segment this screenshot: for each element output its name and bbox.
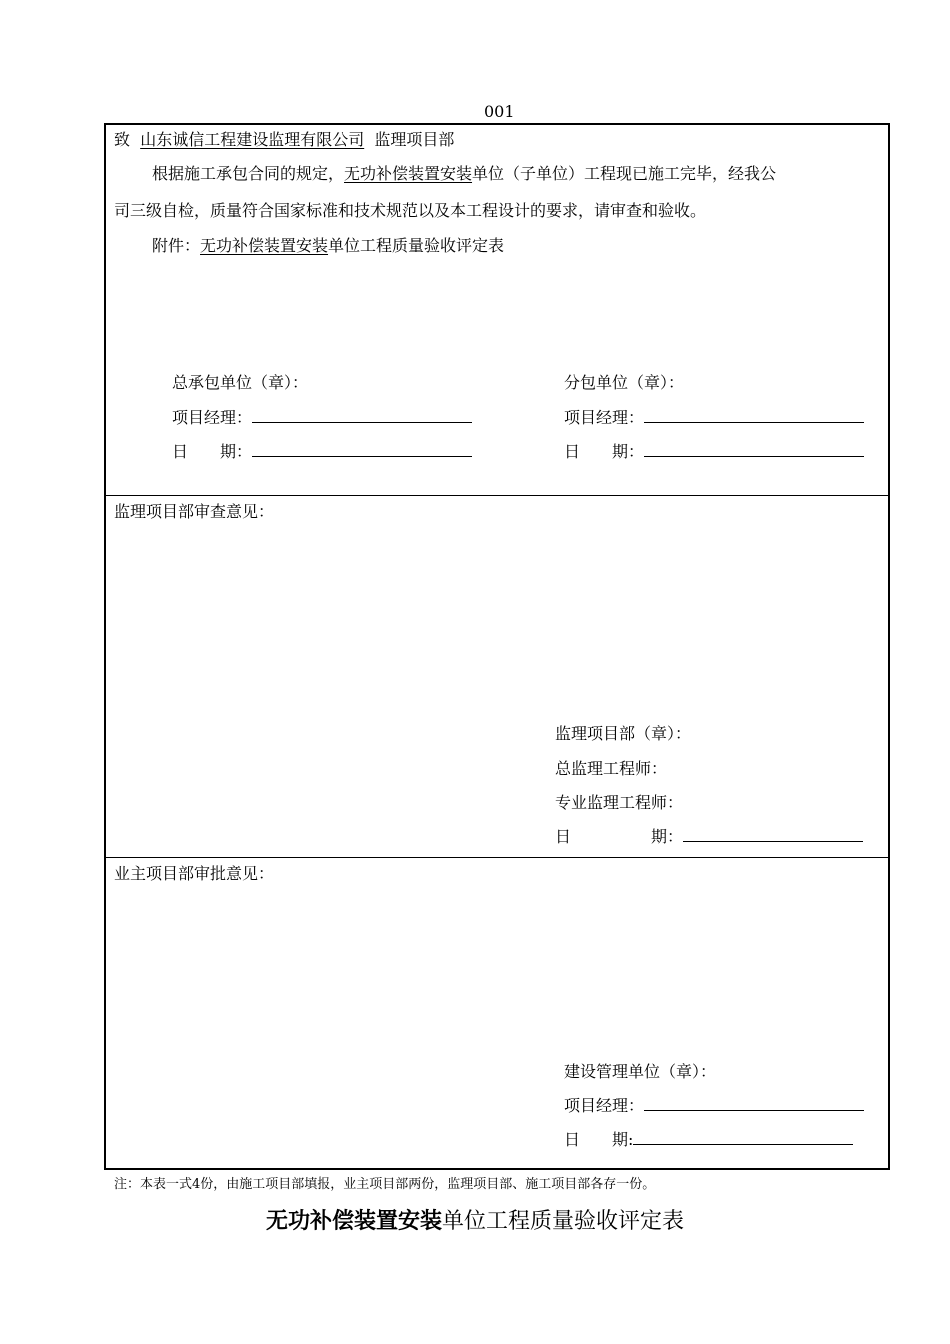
section-divider-1 — [104, 495, 890, 496]
sub-date-label: 日 期： — [564, 442, 645, 461]
form-frame — [104, 123, 890, 1170]
footer-title — [0, 1208, 950, 1236]
gc-date-row — [172, 442, 472, 462]
footer-title-bold: 无功补偿装置安装 — [265, 1209, 442, 1234]
owner-date-field[interactable] — [633, 1130, 853, 1145]
sub-project-manager-row — [564, 408, 864, 428]
attachment-project: 无功补偿装置安装 — [200, 236, 329, 255]
supervision-date-field[interactable] — [683, 827, 863, 842]
subcontractor-label: 分包单位（章）： — [564, 373, 685, 392]
general-contractor-label: 总承包单位（章）： — [172, 373, 309, 392]
footer-title-rest: 单位工程质量验收评定表 — [442, 1209, 685, 1234]
sub-project-manager-label: 项目经理： — [564, 408, 645, 427]
attachment-line — [152, 236, 504, 256]
supervisor-company: 山东诚信工程建设监理有限公司 — [140, 130, 365, 149]
supervision-date-row — [555, 827, 863, 847]
specialist-engineer-label: 专业监理工程师： — [555, 793, 684, 812]
para1-a: 根据施工承包合同的规定， — [152, 164, 345, 183]
addressee-line — [114, 130, 454, 150]
sub-project-manager-field[interactable] — [644, 408, 864, 423]
body-paragraph-line-1 — [152, 164, 776, 184]
to-suffix: 监理项目部 — [374, 130, 455, 149]
owner-date-row — [564, 1130, 853, 1150]
footnote: 注：本表一式4份，由施工项目部填报，业主项目部两份，监理项目部、施工项目部各存一份。 — [114, 1177, 656, 1192]
gc-project-manager-field[interactable] — [252, 408, 472, 423]
supervision-stamp-label: 监理项目部（章）： — [555, 724, 692, 743]
sub-date-field[interactable] — [644, 442, 864, 457]
owner-project-manager-row — [564, 1096, 864, 1116]
body-paragraph-line-2: 司三级自检，质量符合国家标准和技术规范以及本工程设计的要求，请审查和验收。 — [114, 201, 707, 220]
attachment-suffix: 单位工程质量验收评定表 — [328, 236, 505, 255]
owner-project-manager-field[interactable] — [644, 1096, 864, 1111]
gc-project-manager-label: 项目经理： — [172, 408, 253, 427]
section-divider-2 — [104, 857, 890, 858]
supervision-date-label: 日 期： — [555, 827, 684, 846]
attachment-prefix: 附件： — [152, 236, 201, 255]
owner-date-label: 日 期: — [564, 1130, 634, 1149]
document-number: 001 — [484, 102, 515, 121]
gc-date-field[interactable] — [252, 442, 472, 457]
owner-project-manager-label: 项目经理： — [564, 1096, 645, 1115]
supervision-review-title: 监理项目部审查意见： — [114, 502, 275, 521]
project-name: 无功补偿装置安装 — [344, 164, 473, 183]
para1-b: 单位（子单位）工程现已施工完毕，经我公 — [472, 164, 777, 183]
gc-project-manager-row — [172, 408, 472, 428]
owner-approval-title: 业主项目部审批意见： — [114, 864, 275, 883]
sub-date-row — [564, 442, 864, 462]
chief-engineer-label: 总监理工程师： — [555, 759, 668, 778]
to-prefix: 致 — [114, 130, 131, 149]
owner-stamp-label: 建设管理单位（章）： — [564, 1062, 717, 1081]
gc-date-label: 日 期： — [172, 442, 253, 461]
